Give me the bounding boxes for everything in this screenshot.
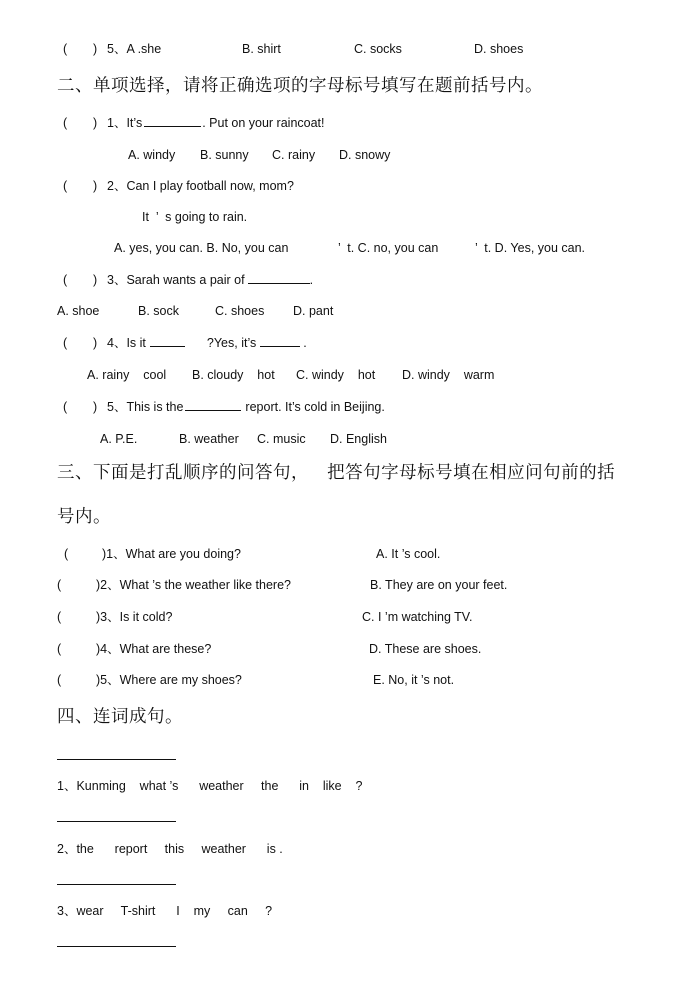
part2-q1-question: 1、It’s . Put on your raincoat! xyxy=(107,116,325,130)
part2-q1-option-b: B. sunny xyxy=(200,148,249,162)
part3-row4-paren[interactable]: ( xyxy=(57,642,62,656)
answer-line[interactable] xyxy=(57,759,176,760)
part2-q3-paren[interactable]: ( xyxy=(63,273,68,287)
part2-q2-line2: It ’ s going to rain. xyxy=(142,210,248,224)
part2-q5-option-c: C. music xyxy=(257,432,306,446)
part2-q2-paren[interactable]: ( xyxy=(63,179,68,193)
part3-row5-paren[interactable]: ( xyxy=(57,673,62,687)
part2-q3-option-b: B. sock xyxy=(138,304,179,318)
part2-q3-option-c: C. shoes xyxy=(215,304,265,318)
part2-q4-paren-close: ) xyxy=(93,336,98,350)
part3-row5-answer: E. No, it ’s not. xyxy=(373,673,455,687)
part2-q4-paren[interactable]: ( xyxy=(63,336,68,350)
part3-row2-paren[interactable]: ( xyxy=(57,578,62,592)
part4-item3: 3、wear T-shirt I my can ? xyxy=(57,904,273,918)
part2-q5-paren-close: ) xyxy=(93,400,98,414)
part2-heading: 二、单项选择，请将正确选项的字母标号填写在题前括号内。 xyxy=(57,76,543,96)
part3-heading-line1: 三、下面是打乱顺序的问答句， 把答句字母标号填在相应问句前的括 xyxy=(57,463,616,483)
part2-q3-question: 3、Sarah wants a pair of . xyxy=(107,273,314,287)
answer-blank[interactable] xyxy=(150,335,185,347)
part3-row1-paren[interactable]: ( xyxy=(64,547,69,561)
part2-q2-paren-close: ) xyxy=(93,179,98,193)
part2-q4-option-a: A. rainy cool xyxy=(87,368,167,382)
part3-heading-line2: 号内。 xyxy=(57,507,111,527)
part4-heading: 四、连词成句。 xyxy=(57,707,183,727)
part3-row2-answer: B. They are on your feet. xyxy=(370,578,508,592)
answer-blank[interactable] xyxy=(144,115,201,127)
part2-q2-options-a: A. yes, you can. B. No, you can xyxy=(114,241,289,255)
part2-q1-paren-close: ) xyxy=(93,116,98,130)
part2-q3-paren-close: ) xyxy=(93,273,98,287)
answer-line[interactable] xyxy=(57,884,176,885)
part2-q4-option-d: D. windy warm xyxy=(402,368,495,382)
part1-q5-option-a: 5、A .she xyxy=(107,42,162,56)
part1-q5-option-b: B. shirt xyxy=(242,42,281,56)
part2-q5-paren[interactable]: ( xyxy=(63,400,68,414)
part2-q4-option-b: B. cloudy hot xyxy=(192,368,275,382)
part2-q5-option-a: A. P.E. xyxy=(100,432,138,446)
part3-row2-question: )2、What ’s the weather like there? xyxy=(96,578,292,592)
part3-row1-answer: A. It ’s cool. xyxy=(376,547,441,561)
part2-q1-option-a: A. windy xyxy=(128,148,176,162)
part2-q3-option-d: D. pant xyxy=(293,304,334,318)
part2-q4-question: 4、Is it ?Yes, it’s . xyxy=(107,336,307,350)
answer-line[interactable] xyxy=(57,946,176,947)
part4-item2: 2、the report this weather is . xyxy=(57,842,283,856)
part2-q1-option-c: C. rainy xyxy=(272,148,316,162)
part1-q5-paren-close: ) xyxy=(93,42,98,56)
answer-line[interactable] xyxy=(57,821,176,822)
part1-q5-option-c: C. socks xyxy=(354,42,402,56)
part3-row1-question: )1、What are you doing? xyxy=(102,547,241,561)
part3-row4-answer: D. These are shoes. xyxy=(369,642,482,656)
part3-row3-question: )3、Is it cold? xyxy=(96,610,173,624)
part2-q3-option-a: A. shoe xyxy=(57,304,100,318)
answer-blank[interactable] xyxy=(260,335,300,347)
part1-q5-option-d: D. shoes xyxy=(474,42,524,56)
part2-q5-option-d: D. English xyxy=(330,432,387,446)
part3-row5-question: )5、Where are my shoes? xyxy=(96,673,242,687)
part3-row4-question: )4、What are these? xyxy=(96,642,212,656)
part2-q1-paren[interactable]: ( xyxy=(63,116,68,130)
part2-q2-options-c: ’ t. D. Yes, you can. xyxy=(475,241,586,255)
answer-blank[interactable] xyxy=(248,272,310,284)
part4-item1: 1、Kunming what ’s weather the in like ? xyxy=(57,779,363,793)
part2-q2-options-b: ’ t. C. no, you can xyxy=(338,241,439,255)
part2-q4-option-c: C. windy hot xyxy=(296,368,376,382)
part2-q5-option-b: B. weather xyxy=(179,432,239,446)
part2-q5-question: 5、This is the report. It’s cold in Beijing. xyxy=(107,400,385,414)
part3-row3-paren[interactable]: ( xyxy=(57,610,62,624)
answer-blank[interactable] xyxy=(185,399,241,411)
part1-q5-paren[interactable]: ( xyxy=(63,42,68,56)
part3-row3-answer: C. I ’m watching TV. xyxy=(362,610,473,624)
part2-q1-option-d: D. snowy xyxy=(339,148,391,162)
part2-q2-question: 2、Can I play football now, mom? xyxy=(107,179,294,193)
